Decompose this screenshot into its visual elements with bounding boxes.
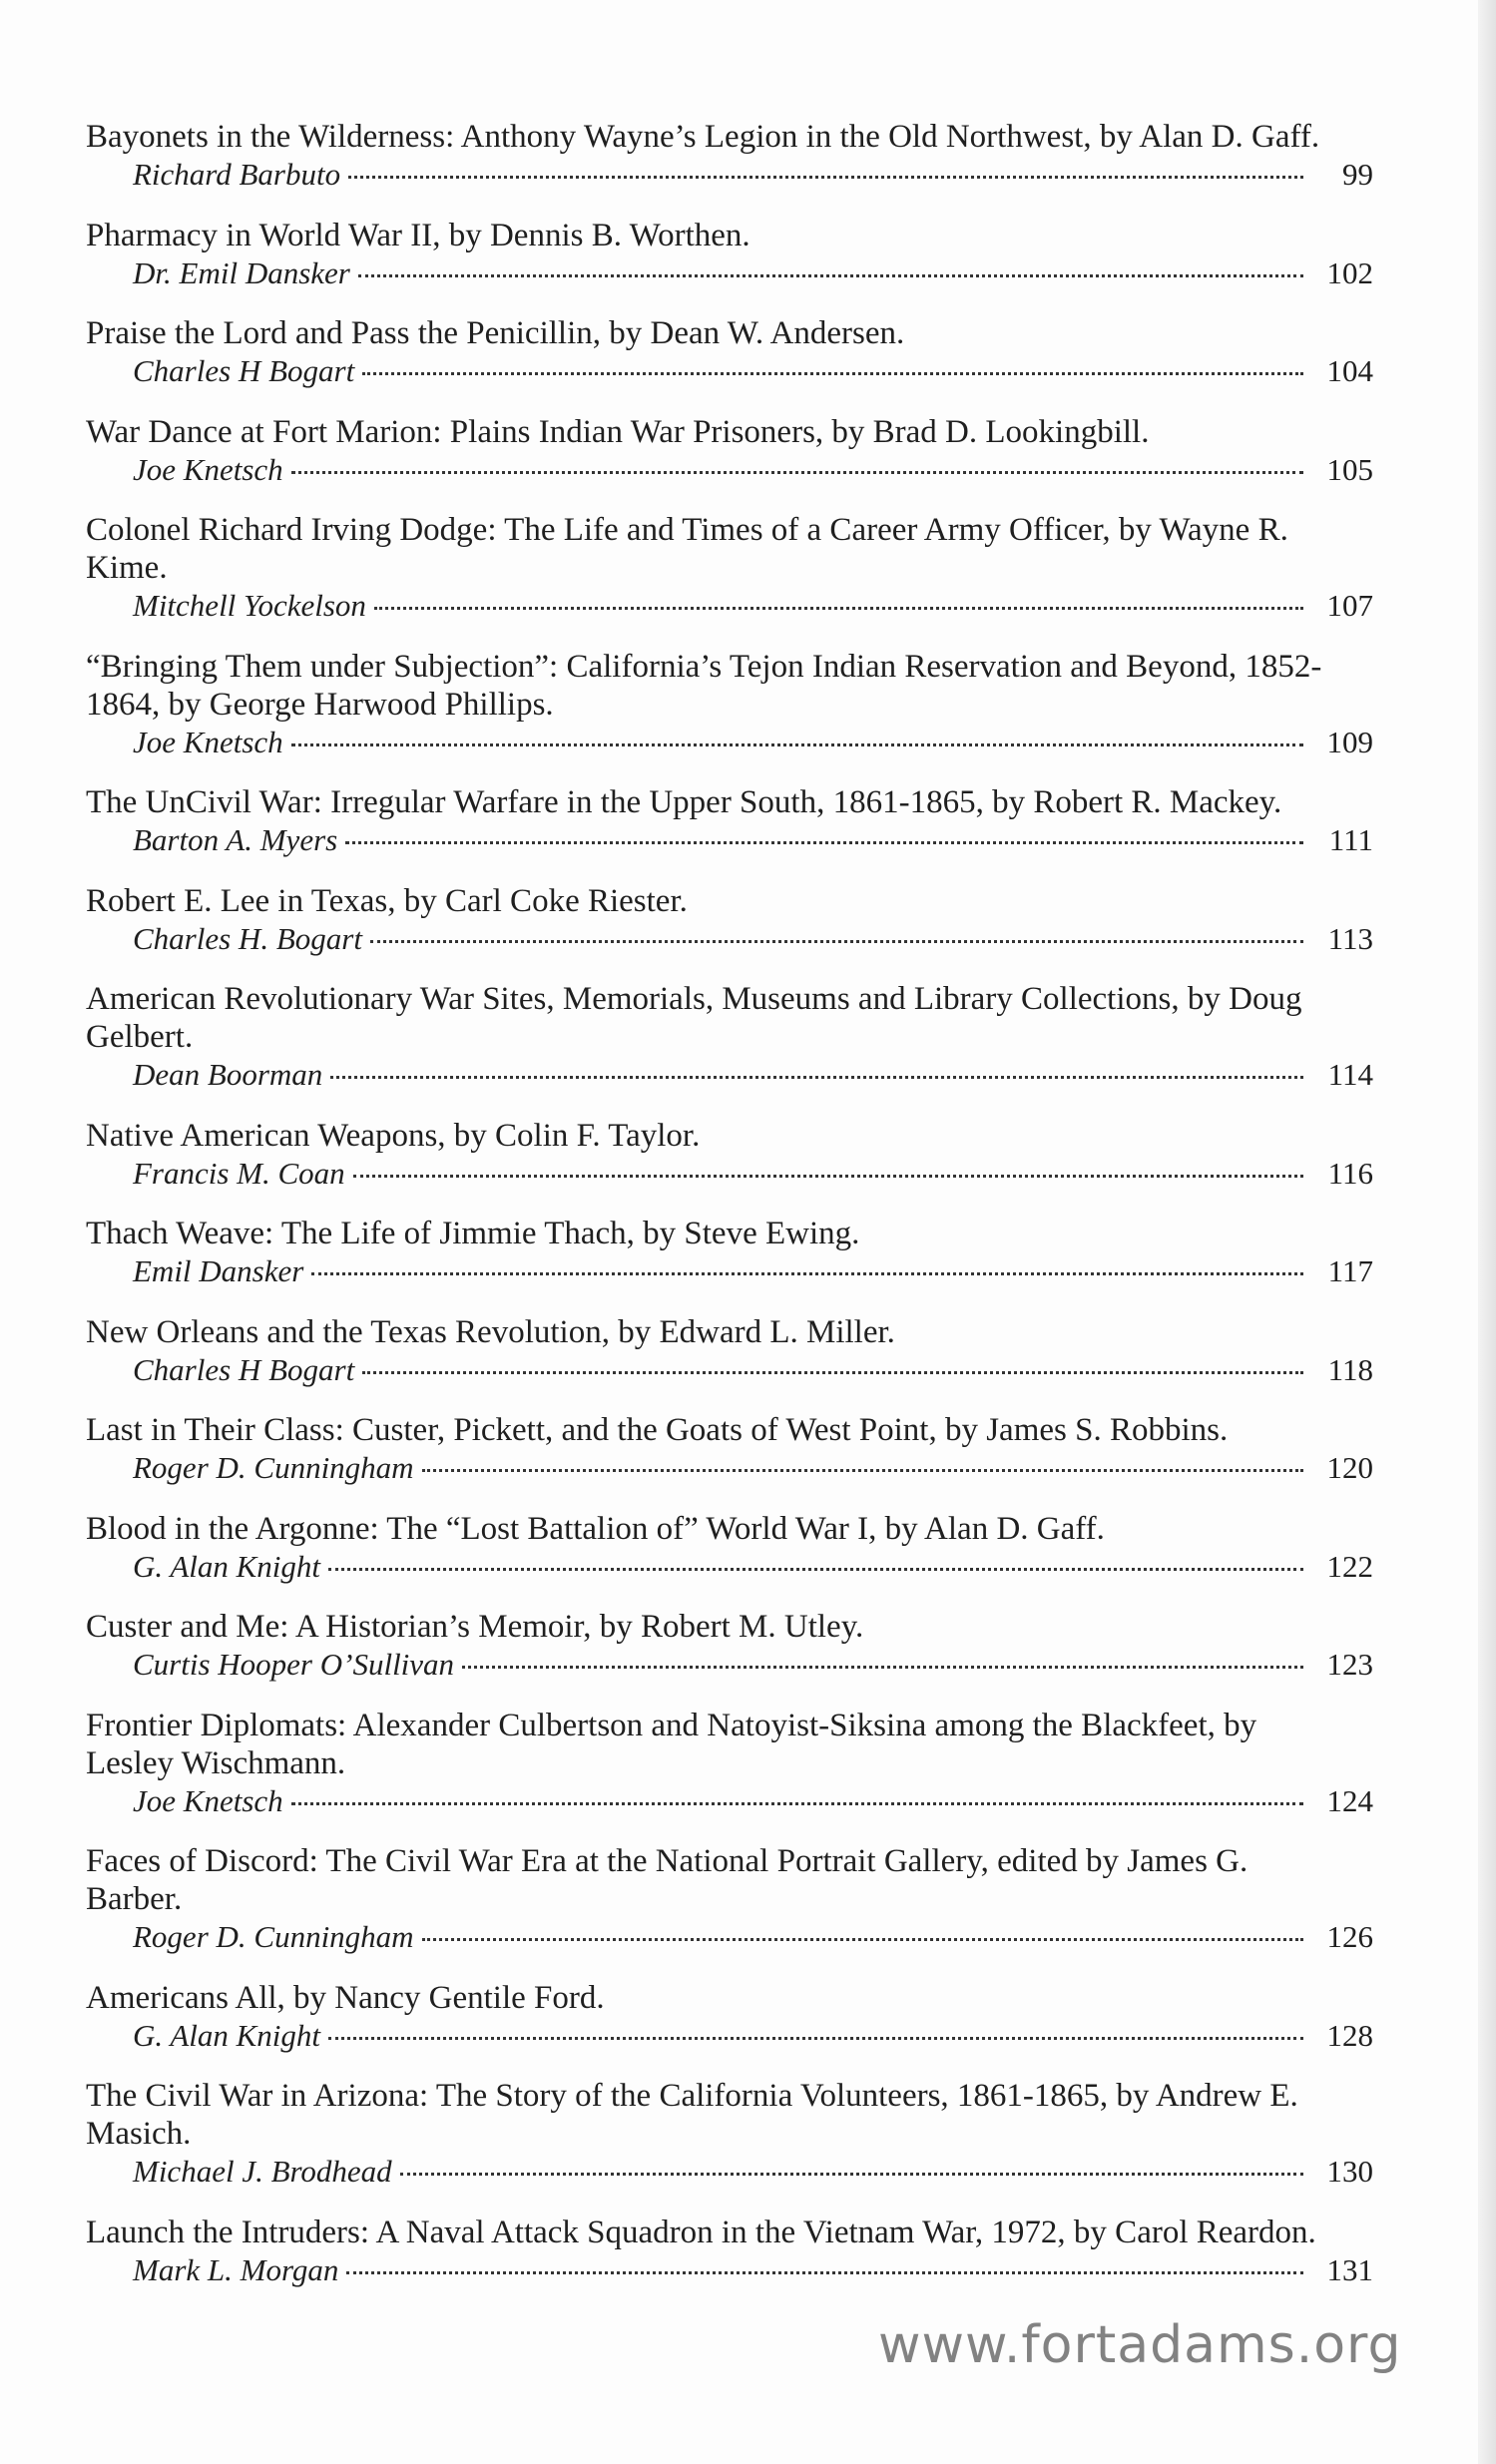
reviewer-line [86,1782,1373,1820]
list-item [86,648,1373,761]
reviewer-name: Joe Knetsch [133,724,283,759]
dot-leader [346,2271,1303,2274]
reviewer-name: Charles H. Bogart [133,920,362,956]
review-index-list [86,118,1373,2311]
page-edge-shadow [1478,0,1496,2464]
book-title: Last in Their Class: Custer, Pickett, and the Goats of West Point, by James S. Robbins. [86,1412,1229,1448]
page-number: 116 [1327,1155,1373,1191]
reviewer-line [86,156,1373,194]
list-item [86,1411,1373,1487]
reviewer-line [86,1351,1373,1389]
page-number: 99 [1342,157,1373,192]
book-title: Launch the Intruders: A Naval Attack Squadron in the Vietnam War, 1972, by Carol Reardon. [86,2214,1316,2250]
reviewer-line [86,2251,1373,2289]
dot-leader [291,743,1303,746]
watermark-url: www.fortadams.org [878,2315,1402,2375]
book-title: War Dance at Fort Marion: Plains Indian War Prisoners, by Brad D. Lookingbill. [86,413,1150,450]
reviewer-name: Emil Dansker [133,1253,304,1288]
reviewer-name: Dean Boorman [133,1057,323,1092]
page-number: 111 [1328,822,1373,857]
reviewer-line [86,920,1373,958]
list-item [86,1707,1373,1820]
book-title: Faces of Discord: The Civil War Era at the National Portrait Gallery, edited by James G. Barber. [86,1843,1248,1917]
reviewer-line [86,1155,1373,1193]
book-title: Praise the Lord and Pass the Penicillin, by Dean W. Andersen. [86,315,905,351]
page-number: 114 [1327,1057,1373,1092]
page-number: 105 [1326,451,1373,487]
dot-leader [374,607,1303,610]
reviewer-name: Francis M. Coan [133,1155,345,1191]
list-item [86,314,1373,390]
reviewer-name: Joe Knetsch [133,1782,283,1818]
book-title: “Bringing Them under Subjection”: California’s Tejon Indian Reservation and Beyond, 1852-1864, by George Harwood Phillips. [86,648,1322,723]
list-item [86,413,1373,489]
page-number: 122 [1326,1548,1373,1584]
book-title: Pharmacy in World War II, by Dennis B. Worthen. [86,217,750,253]
reviewer-line [86,1252,1373,1290]
dot-leader [400,2173,1303,2176]
reviewer-name: G. Alan Knight [133,2017,321,2053]
page-number: 107 [1326,588,1373,623]
dot-leader [353,1175,1303,1178]
page-number: 120 [1326,1450,1373,1485]
list-item [86,1608,1373,1684]
book-title: Thach Weave: The Life of Jimmie Thach, by Steve Ewing. [86,1216,860,1251]
dot-leader [358,274,1303,277]
list-item [86,2214,1373,2289]
book-title: Frontier Diplomats: Alexander Culbertson and Natoyist-Siksina among the Blackfeet, by Lesley Wischmann. [86,1707,1257,1781]
dot-leader [422,1938,1303,1941]
page-number: 117 [1327,1253,1373,1288]
book-title: Blood in the Argonne: The “Lost Battalion of” World War I, by Alan D. Gaff. [86,1510,1105,1547]
book-title: New Orleans and the Texas Revolution, by Edward L. Miller. [86,1313,895,1350]
reviewer-line [86,1449,1373,1487]
list-item [86,118,1373,194]
book-title: Colonel Richard Irving Dodge: The Life and Times of a Career Army Officer, by Wayne R. Kime. [86,512,1288,586]
list-item [86,2077,1373,2191]
list-item [86,783,1373,859]
reviewer-name: Barton A. Myers [133,822,338,857]
list-item [86,511,1373,625]
list-item [86,980,1373,1094]
page-number: 113 [1327,920,1373,956]
reviewer-name: Roger D. Cunningham [133,1450,414,1485]
page-number: 128 [1326,2017,1373,2053]
reviewer-name: Joe Knetsch [133,451,283,487]
reviewer-line [86,254,1373,292]
page-number: 130 [1326,2154,1373,2189]
page-number: 124 [1326,1782,1373,1818]
dot-leader [462,1666,1303,1669]
dot-leader [291,1802,1303,1805]
list-item [86,1215,1373,1290]
dot-leader [362,372,1303,375]
reviewer-name: Michael J. Brodhead [133,2154,392,2189]
book-title: Custer and Me: A Historian’s Memoir, by Robert M. Utley. [86,1609,864,1645]
reviewer-name: Roger D. Cunningham [133,1919,414,1954]
reviewer-name: Richard Barbuto [133,157,341,192]
dot-leader [291,471,1303,474]
page-number: 104 [1326,353,1373,388]
reviewer-line [86,821,1373,859]
reviewer-name: Mark L. Morgan [133,2251,339,2287]
reviewer-line [86,352,1373,390]
dot-leader [422,1469,1303,1472]
page-number: 118 [1327,1351,1373,1387]
reviewer-name: Dr. Emil Dansker [133,254,350,290]
reviewer-line [86,724,1373,761]
book-title: The UnCivil War: Irregular Warfare in the Upper South, 1861-1865, by Robert R. Mackey. [86,784,1282,820]
reviewer-name: Mitchell Yockelson [133,588,366,623]
dot-leader [328,1568,1303,1571]
page-number: 102 [1326,254,1373,290]
reviewer-line [86,1548,1373,1586]
dot-leader [345,841,1303,844]
list-item [86,1979,1373,2055]
reviewer-name: Charles H Bogart [133,353,355,388]
reviewer-name: Charles H Bogart [133,1351,355,1387]
list-item [86,1510,1373,1586]
dot-leader [348,176,1303,179]
dot-leader [328,2037,1303,2040]
list-item [86,1117,1373,1193]
reviewer-line [86,587,1373,625]
page-number: 131 [1326,2251,1373,2287]
page-number: 109 [1326,724,1373,759]
reviewer-line [86,1646,1373,1684]
book-title: Robert E. Lee in Texas, by Carl Coke Riester. [86,882,688,919]
book-title: The Civil War in Arizona: The Story of the California Volunteers, 1861-1865, by Andrew E. Masich. [86,2078,1298,2152]
dot-leader [311,1272,1303,1275]
book-title: American Revolutionary War Sites, Memorials, Museums and Library Collections, by Doug Gelbert. [86,981,1302,1055]
reviewer-line [86,451,1373,489]
dot-leader [362,1371,1303,1374]
list-item [86,1313,1373,1389]
reviewer-line [86,2153,1373,2191]
reviewer-line [86,2017,1373,2055]
reviewer-line [86,1056,1373,1094]
reviewer-name: Curtis Hooper O’Sullivan [133,1647,455,1682]
book-title: Native American Weapons, by Colin F. Taylor. [86,1117,701,1154]
reviewer-line [86,1918,1373,1956]
list-item [86,217,1373,292]
reviewer-name: G. Alan Knight [133,1548,321,1584]
book-title: Bayonets in the Wilderness: Anthony Wayne’s Legion in the Old Northwest, by Alan D. Gaff. [86,119,1320,155]
book-title: Americans All, by Nancy Gentile Ford. [86,1979,605,2016]
list-item [86,1842,1373,1956]
dot-leader [330,1076,1303,1079]
list-item [86,882,1373,958]
dot-leader [370,940,1303,943]
page-number: 123 [1326,1647,1373,1682]
page-number: 126 [1326,1919,1373,1954]
